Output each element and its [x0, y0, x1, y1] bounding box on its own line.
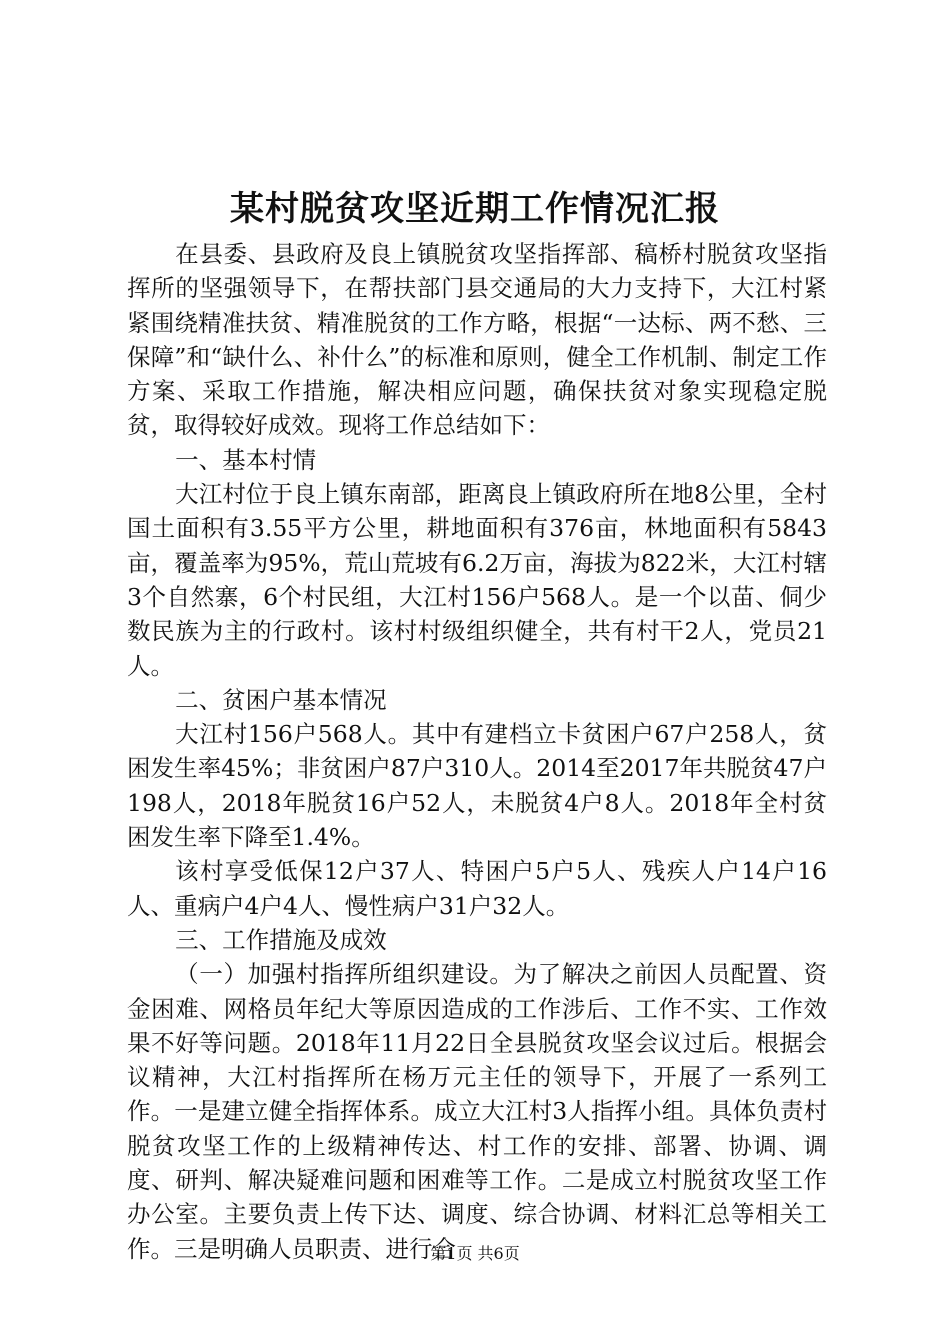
- page-number-footer: 第1页 共6页: [430, 1244, 520, 1263]
- section-heading-poor-households: 二、贫困户基本情况: [175, 685, 387, 714]
- section-heading-measures: 三、工作措施及成效: [175, 925, 387, 954]
- paragraph-welfare: 该村享受低保12户37人、特困户5户5人、残疾人户14户16人、重病户4户4人、慢性病户31户32人。: [127, 857, 827, 920]
- document-body: [127, 237, 827, 1266]
- section-heading-basic-info: 一、基本村情: [175, 445, 317, 474]
- paragraph-basic-info: 大江村位于良上镇东南部，距离良上镇政府所在地8公里，全村国土面积有3.55平方公里，耕地面积有376亩，林地面积有5843亩，覆盖率为95%，荒山荒坡有6.2万亩，海拔为822米，大江村辖3个自然寨，6个村民组，大江村156户568人。是一个以苗、侗少数民族为主的行政村。该村村级组织健全，共有村干2人，党员21人。: [127, 480, 827, 680]
- document-title: 某村脱贫攻坚近期工作情况汇报: [230, 189, 720, 229]
- paragraph-poor-households: 大江村156户568人。其中有建档立卡贫困户67户258人，贫困发生率45%；非贫困户87户310人。2014至2017年共脱贫47户198人，2018年脱贫16户52人，未脱贫4户8人。2018年全村贫困发生率下降至1.4%。: [127, 720, 827, 852]
- intro-paragraph: 在县委、县政府及良上镇脱贫攻坚指挥部、稿桥村脱贫攻坚指挥所的坚强领导下，在帮扶部门县交通局的大力支持下，大江村紧紧围绕精准扶贫、精准脱贫的工作方略，根据“一达标、两不愁、三保障”和“缺什么、补什么”的标准和原则，健全工作机制、制定工作方案、采取工作措施，解决相应问题，确保扶贫对象实现稳定脱贫，取得较好成效。现将工作总结如下：: [127, 240, 827, 440]
- paragraph-measures-1: （一）加强村指挥所组织建设。为了解决之前因人员配置、资金困难、网格员年纪大等原因造成的工作涉后、工作不实、工作效果不好等问题。2018年11月22日全县脱贫攻坚会议过后。根据会议精神，大江村指挥所在杨万元主任的领导下，开展了一系列工作。一是建立健全指挥体系。成立大江村3人指挥小组。具体负责村脱贫攻坚工作的上级精神传达、村工作的安排、部署、协调、调度、研判、解决疑难问题和困难等工作。二是成立村脱贫攻坚工作办公室。主要负责上传下达、调度、综合协调、材料汇总等相关工作。三是明确人员职责、进行合: [127, 960, 827, 1263]
